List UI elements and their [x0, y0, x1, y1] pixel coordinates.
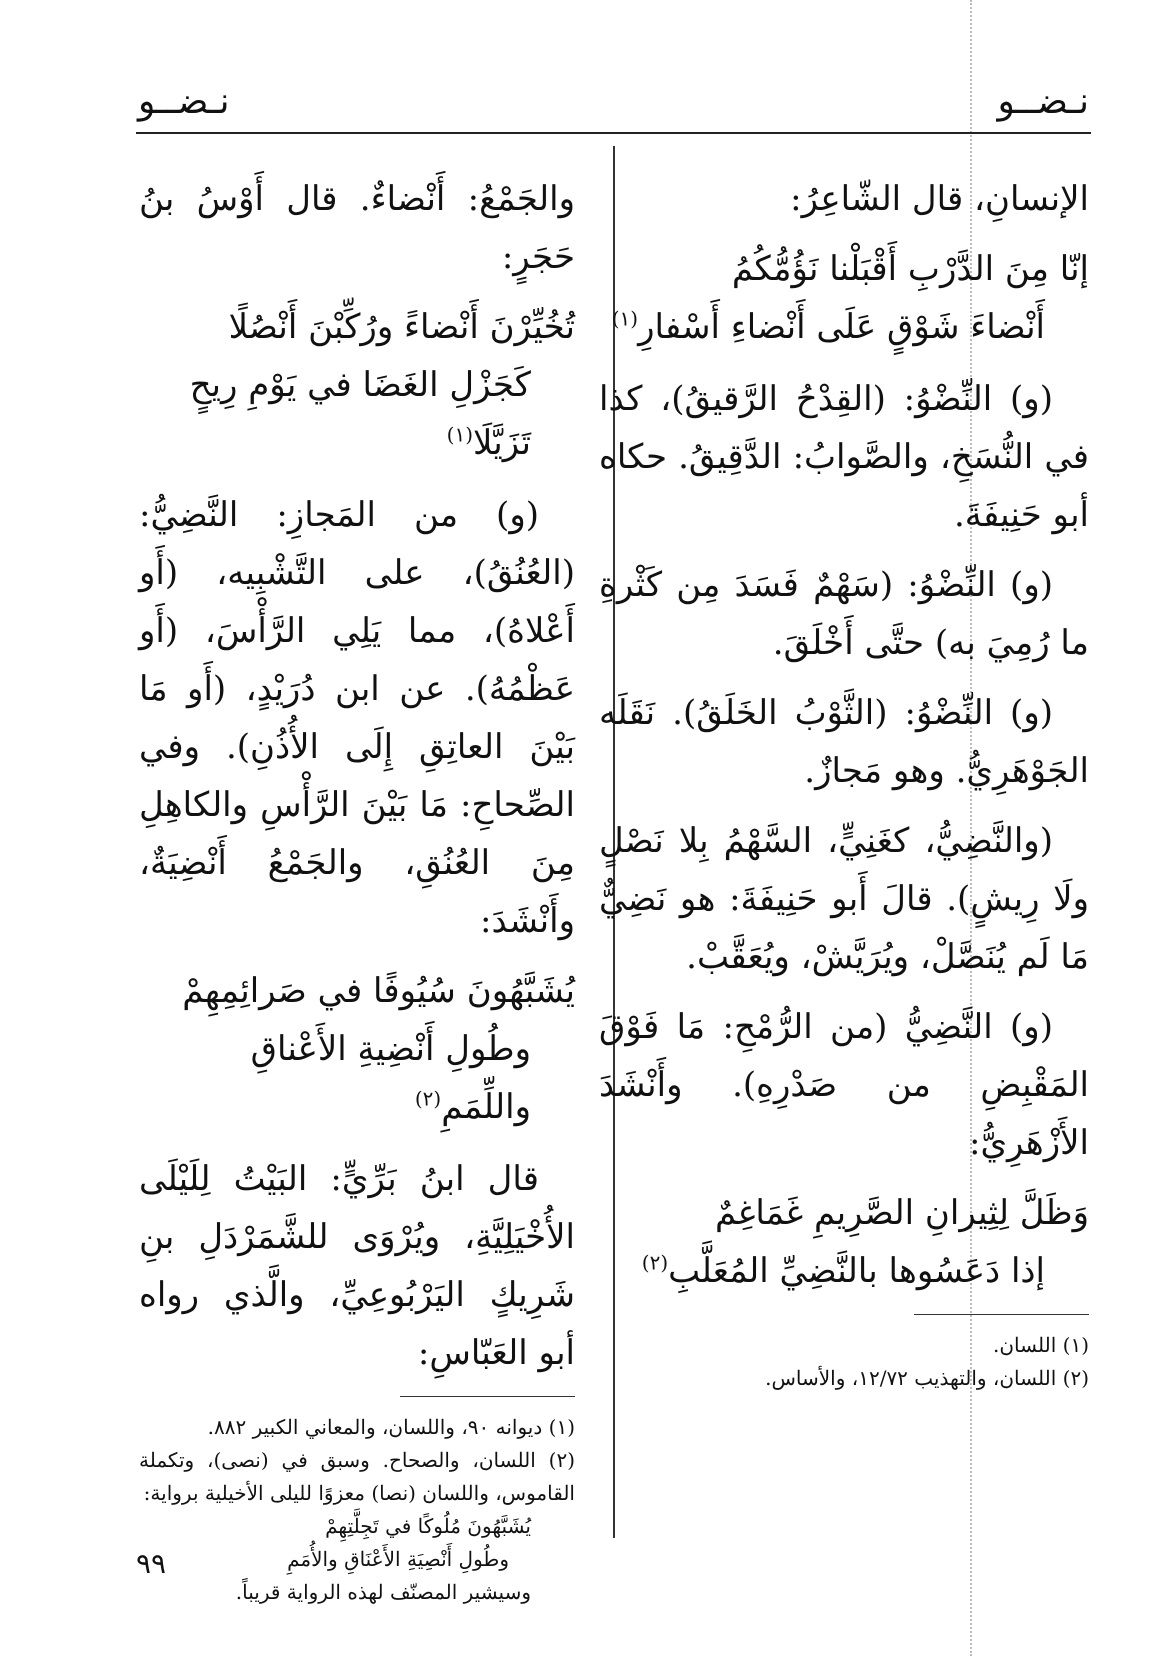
left-paragraph-1: والجَمْعُ: أَنْضاءٌ. قال أَوْسُ بنُ حَجَرٍ:: [139, 179, 575, 277]
right-paragraph-6: (و) النَّضِيُّ (من الرُّمْحِ: مَا فَوْقَ المَقْبِضِ من صَدْرِهِ). وأَنْشَدَ الأَزْهَرِيُّ:: [599, 1007, 1089, 1163]
left-footnote-verse-b: وطُولِ أَنْصِيَةِ الأَعْنَاقِ والأُمَمِ: [287, 1547, 509, 1571]
right-column: [599, 170, 1089, 1395]
footnote-ref: (١): [611, 306, 639, 331]
left-footnote-last: وسيشير المصنّف لهذه الرواية قريباً.: [235, 1580, 531, 1604]
right-paragraph-3: (و) النِّضْوُ: (سَهْمٌ فَسَدَ مِن كَثْرةِ ما رُمِيَ به) حتَّى أَخْلَقَ.: [599, 565, 1089, 663]
page-number: ٩٩: [136, 1547, 167, 1580]
left-verse-1: [139, 298, 575, 472]
header-rule: [136, 132, 1091, 134]
right-verse-2-line-a: وَظَلَّ لِثِيرانِ الصَّرِيمِ غَمَاغِمٌ: [714, 1193, 1089, 1233]
right-paragraph-2: (و) النِّضْوُ: (القِدْحُ الرَّقيقُ)، كذا في النُّسَخِ، والصَّوابُ: الدَّقِيقُ. حكاه أبو حَنِيفَةَ.: [599, 379, 1089, 535]
left-verse-1-line-b-text: كَجَزْلِ الغَضَا في يَوْمِ رِيحٍ تَزَيَّلَا: [189, 365, 531, 463]
left-paragraph-2: (و) من المَجازِ: النَّضِيُّ: (العُنُقُ)، على التَّشْبِيه، (أَو أَعْلاهُ)، مما يَلِي الرَّأْسَ، (أَو عَظْمُهُ). عن ابن دُرَيْدٍ، (أَو مَا بَيْنَ العاتِقِ إِلَى الأُذُنِ). وفي الصِّحاحِ: مَا بَيْنَ الرَّأْسِ والكاهِلِ مِنَ العُنُقِ، والجَمْعُ أَنْضِيَةٌ، وأَنْشَدَ:: [139, 495, 575, 941]
right-footnote-2: (٢) اللسان، والتهذيب ١٢/٧٢، والأساس.: [765, 1366, 1089, 1390]
left-footnote-2: (٢) اللسان، والصحاح. وسبق في (نصى)، وتكملة القاموس، واللسان (نصا) معزوًا لليلى الأخيلية برواية:: [139, 1448, 575, 1505]
left-verse-1-line-a: تُخُيِّرْنَ أَنْضاءً ورُكِّبْنَ أَنْصُلًا: [228, 307, 575, 347]
right-verse-1-line-b: [599, 298, 1089, 356]
footnote-ref: (١): [446, 422, 474, 447]
right-verse-2-line-b-text: إذا دَعَسُوها بالنَّضِيِّ المُعَلَّبِ: [668, 1251, 1045, 1291]
left-column: [139, 170, 575, 1609]
right-paragraph-1: الإنسانِ، قال الشّاعِرُ:: [790, 179, 1089, 219]
left-verse-2-line-b: [139, 1020, 575, 1136]
footnote-ref: (٢): [414, 1086, 442, 1111]
right-verse-2: [599, 1184, 1089, 1300]
left-footnote-rule: [400, 1396, 575, 1397]
left-verse-2: [139, 962, 575, 1136]
right-footnote-rule: [914, 1314, 1089, 1315]
right-verse-1-line-b-text: أَنْضاءَ شَوْقٍ عَلَى أَنْضاءِ أَسْفارِ: [638, 307, 1045, 347]
footnote-ref: (٢): [641, 1250, 669, 1275]
left-verse-2-line-b-text: وطُولِ أَنْضِيةِ الأَعْناقِ واللِّمَمِ: [250, 1029, 531, 1127]
right-verse-1: [599, 240, 1089, 356]
header-left-word: نـضــو: [138, 81, 230, 122]
right-paragraph-4: (و) النِّضْوُ: (الثَّوْبُ الخَلَقُ). نَقَلَه الجَوْهَرِيُّ. وهو مَجازٌ.: [599, 693, 1089, 791]
right-verse-1-line-a: إنّا مِنَ الدَّرْبِ أَقْبَلْنا نَؤُمُّكُمُ: [731, 249, 1089, 289]
left-verse-2-line-a: يُشَبَّهُونَ سُيُوفًا في صَرائِمِهِمْ: [182, 971, 575, 1011]
right-paragraph-5: (والنَّضِيُّ، كغَنِيٍّ، السَّهْمُ بِلا نَصْلٍ ولَا رِيشٍ). قالَ أَبو حَنِيفَةَ: هو نَضِيٌّ مَا لَم يُنَصَّلْ، ويُرَيَّشْ، ويُعَقَّبْ.: [599, 821, 1089, 977]
left-paragraph-3: قال ابنُ بَرِّيٍّ: البَيْتُ لِلَيْلَى الأُخْيَلِيَّةِ، ويُرْوَى للشَّمَرْدَلِ بنِ شَرِيكٍ اليَرْبُوعِيِّ، والَّذي رواه أبو العَبّاسِ:: [139, 1159, 575, 1373]
left-footnote-verse-a: يُشَبَّهُونَ مُلُوكًا في تَجِلَّتِهِمْ: [325, 1514, 531, 1538]
left-verse-1-line-b: [139, 356, 575, 472]
right-footnote-1: (١) اللسان.: [993, 1333, 1089, 1357]
left-footnote-1: (١) ديوانه ٩٠، واللسان، والمعاني الكبير ٨٨٢.: [207, 1415, 575, 1439]
header-right-word: نـضــو: [997, 81, 1089, 122]
right-verse-2-line-b: [599, 1242, 1089, 1300]
